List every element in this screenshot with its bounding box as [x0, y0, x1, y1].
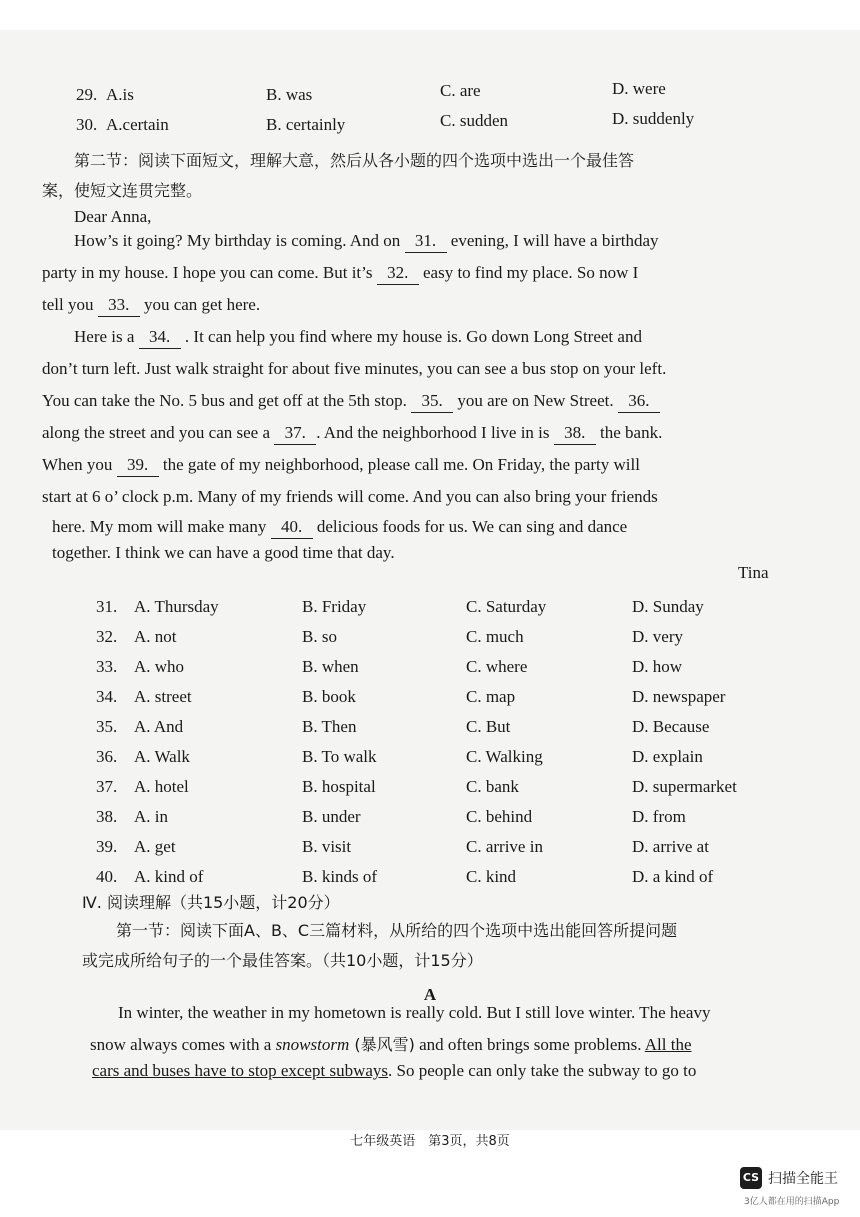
option-a: A. hotel	[134, 777, 189, 796]
option-a: A. And	[134, 717, 184, 736]
section4-instruction-2: 或完成所给句子的一个最佳答案。（共10小题，计15分）	[82, 951, 483, 970]
option-c: C. But	[466, 717, 511, 736]
section4-instruction-1: 第一节：阅读下面A、B、C三篇材料，从所给的四个选项中选出能回答所提问题	[116, 921, 678, 940]
option-c: C. Walking	[466, 747, 543, 766]
option-a: A.is	[106, 85, 134, 104]
option-d: D. from	[632, 807, 686, 826]
option-a: A. kind of	[134, 867, 204, 886]
option-d: D. a kind of	[632, 867, 714, 886]
question-number: 37.	[96, 777, 118, 796]
answer-blank: 36.	[618, 390, 660, 413]
answer-blank: 38.	[554, 422, 596, 445]
option-d: D. Because	[632, 717, 710, 736]
letter-line	[42, 358, 666, 380]
option-c: C. arrive in	[466, 837, 543, 856]
option-a: A.certain	[106, 115, 169, 134]
option-a: A. Walk	[134, 747, 190, 766]
option-b: B. To walk	[302, 747, 377, 766]
letter-signature: Tina	[738, 563, 769, 582]
option-b: B. when	[302, 657, 359, 676]
option-c: C. kind	[466, 867, 517, 886]
answer-blank: 32.	[377, 262, 419, 285]
letter-text: together. I think we can have a good time that day.	[52, 543, 395, 562]
question-number: 32.	[96, 627, 118, 646]
option-c: C. behind	[466, 807, 533, 826]
option-d: D. were	[612, 79, 666, 98]
letter-line	[42, 422, 662, 445]
option-b: B. hospital	[302, 777, 376, 796]
page-footer: 七年级英语 第3页，共8页	[350, 1134, 510, 1149]
answer-blank: 34.	[139, 326, 181, 349]
passage-a-line-1: In winter, the weather in my hometown is really cold. But I still love winter. The heavy	[118, 1003, 711, 1022]
option-c: C. sudden	[440, 111, 508, 130]
option-b: B. Then	[302, 717, 357, 736]
letter-text: tell you	[42, 295, 98, 314]
option-a: A. in	[134, 807, 168, 826]
letter-text: . And the neighborhood I live in is	[316, 423, 554, 442]
letter-text: you are on New Street.	[453, 391, 618, 410]
letter-text: start at 6 o’ clock p.m. Many of my friends will come. And you can also bring your friends	[42, 487, 658, 506]
option-b: B. kinds of	[302, 867, 378, 886]
section2-instruction-2: 案，使短文连贯完整。	[42, 181, 203, 200]
question-number: 29.	[76, 85, 98, 104]
question-number: 38.	[96, 807, 118, 826]
passage-label: A	[423, 985, 437, 1004]
letter-line	[42, 262, 638, 285]
option-c: C. map	[466, 687, 516, 706]
option-a: A. street	[134, 687, 192, 706]
scanner-brand: 扫描全能王	[768, 1171, 838, 1187]
letter-line	[74, 230, 659, 253]
letter-line	[52, 542, 395, 564]
answer-blank: 40.	[271, 516, 313, 539]
letter-text: the bank.	[595, 423, 663, 442]
answer-blank: 33.	[98, 294, 140, 317]
option-d: D. how	[632, 657, 683, 676]
question-number: 30.	[76, 115, 98, 134]
letter-text: along the street and you can see a	[42, 423, 275, 442]
section4-heading: Ⅳ. 阅读理解（共15小题，计20分）	[82, 893, 340, 912]
option-b: B. book	[302, 687, 356, 706]
letter-text: you can get here.	[139, 295, 261, 314]
question-number: 34.	[96, 687, 118, 706]
letter-text: delicious foods for us. We can sing and dance	[312, 517, 628, 536]
option-d: D. supermarket	[632, 777, 737, 796]
option-a: A. not	[134, 627, 177, 646]
letter-text: When you	[42, 455, 117, 474]
option-c: C. bank	[466, 777, 519, 796]
letter-text: don’t turn left. Just walk straight for about five minutes, you can see a bus stop on your left.	[42, 359, 667, 378]
letter-text: here. My mom will make many	[52, 517, 271, 536]
option-d: D. very	[632, 627, 683, 646]
option-a: A. Thursday	[134, 597, 219, 616]
letter-text: You can take the No. 5 bus and get off at the 5th stop.	[42, 391, 412, 410]
letter-text: the gate of my neighborhood, please call me. On Friday, the party will	[158, 455, 640, 474]
question-number: 35.	[96, 717, 118, 736]
option-b: B. visit	[302, 837, 352, 856]
option-b: B. certainly	[266, 115, 346, 134]
letter-line	[42, 454, 640, 477]
option-c: C. much	[466, 627, 524, 646]
letter-line	[74, 326, 642, 349]
option-c: C. are	[440, 81, 481, 100]
letter-text: Here is a	[74, 327, 139, 346]
answer-blank: 37.	[274, 422, 316, 445]
question-number: 33.	[96, 657, 118, 676]
option-d: D. suddenly	[612, 109, 695, 128]
option-d: D. arrive at	[632, 837, 709, 856]
option-b: B. was	[266, 85, 313, 104]
question-number: 39.	[96, 837, 118, 856]
option-d: D. Sunday	[632, 597, 704, 616]
option-d: D. explain	[632, 747, 703, 766]
letter-text: party in my house. I hope you can come. But it’s	[42, 263, 377, 282]
option-b: B. so	[302, 627, 337, 646]
answer-blank: 31.	[405, 230, 447, 253]
letter-text: evening, I will have a birthday	[446, 231, 659, 250]
answer-blank: 39.	[117, 454, 159, 477]
question-number: 31.	[96, 597, 118, 616]
section2-instruction-1: 第二节：阅读下面短文，理解大意，然后从各小题的四个选项中选出一个最佳答	[74, 151, 635, 170]
option-c: C. where	[466, 657, 528, 676]
passage-a-line-2: snow always comes with a snowstorm (暴风雪) and often brings some problems. All the	[90, 1035, 692, 1054]
option-a: A. who	[134, 657, 185, 676]
camscanner-logo-icon: CS	[740, 1167, 762, 1189]
passage-a-line-3: cars and buses have to stop except subways. So people can only take the subway to go to	[92, 1061, 697, 1080]
option-b: B. under	[302, 807, 361, 826]
letter-text: easy to find my place. So now I	[418, 263, 639, 282]
letter-line	[52, 516, 627, 539]
option-c: C. Saturday	[466, 597, 547, 616]
answer-blank: 35.	[411, 390, 453, 413]
letter-line	[42, 390, 660, 413]
letter-text: . It can help you find where my house is. Go down Long Street and	[180, 327, 642, 346]
letter-salutation: Dear Anna,	[74, 207, 152, 226]
option-d: D. newspaper	[632, 687, 726, 706]
question-number: 36.	[96, 747, 118, 766]
scanner-tagline: 3亿人都在用的扫描App	[744, 1197, 840, 1207]
question-number: 40.	[96, 867, 118, 886]
exam-page	[0, 30, 860, 1149]
option-a: A. get	[134, 837, 176, 856]
letter-line	[42, 486, 658, 508]
letter-text: How’s it going? My birthday is coming. And on	[74, 231, 405, 250]
letter-line	[42, 294, 260, 317]
option-b: B. Friday	[302, 597, 367, 616]
